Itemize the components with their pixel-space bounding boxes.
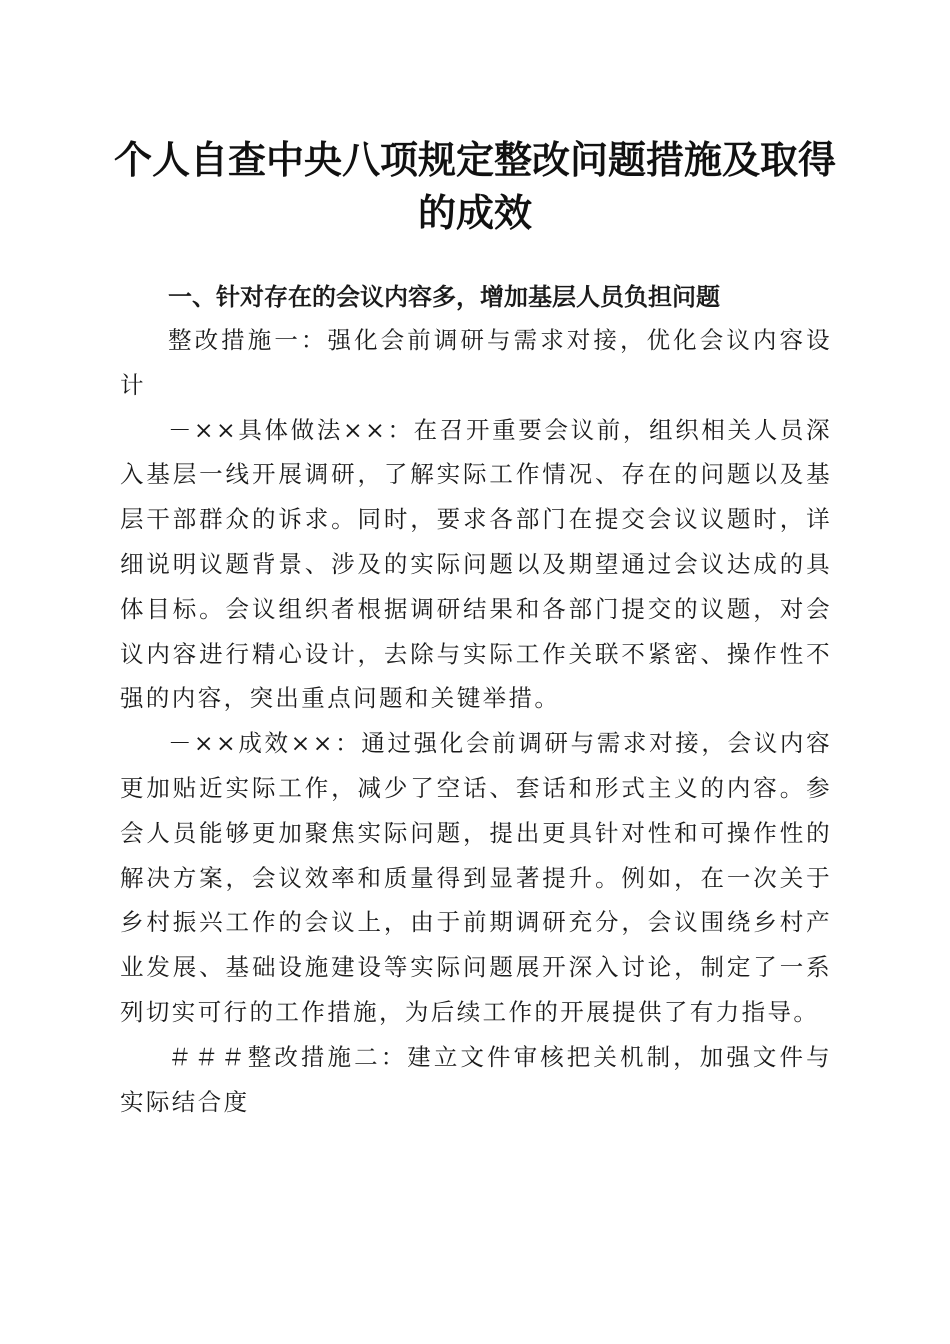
paragraph-practice-one: －××具体做法××：在召开重要会议前，组织相关人员深入基层一线开展调研，了解实际工作情况、存在的问题以及基层干部群众的诉求。同时，要求各部门在提交会议议题时，详细说明议题背景、涉及的实际问题以及期望通过会议达成的具体目标。会议组织者根据调研结果和各部门提交的议题，对会议内容进行精心设计，去除与实际工作关联不紧密、操作性不强的内容，突出重点问题和关键举措。 xyxy=(120,415,832,713)
paragraph-measure-one: 整改措施一：强化会前调研与需求对接，优化会议内容设计 xyxy=(120,326,832,399)
document-title: 个人自查中央八项规定整改问题措施及取得的成效 xyxy=(113,137,836,235)
paragraph-measure-two: ＃＃＃整改措施二：建立文件审核把关机制，加强文件与实际结合度 xyxy=(120,1042,832,1116)
paragraph-effect-one: －××成效××：通过强化会前调研与需求对接，会议内容更加贴近实际工作，减少了空话、套话和形式主义的内容。参会人员能够更加聚焦实际问题，提出更具针对性和可操作性的解决方案，会议效率和质量得到显著提升。例如，在一次关于乡村振兴工作的会议上，由于前期调研充分，会议围绕乡村产业发展、基础设施建设等实际问题展开深入讨论，制定了一系列切实可行的工作措施，为后续工作的开展提供了有力指导。 xyxy=(120,729,832,1026)
document-body xyxy=(120,276,832,1124)
section-heading: 一、针对存在的会议内容多，增加基层人员负担问题 xyxy=(168,283,720,311)
